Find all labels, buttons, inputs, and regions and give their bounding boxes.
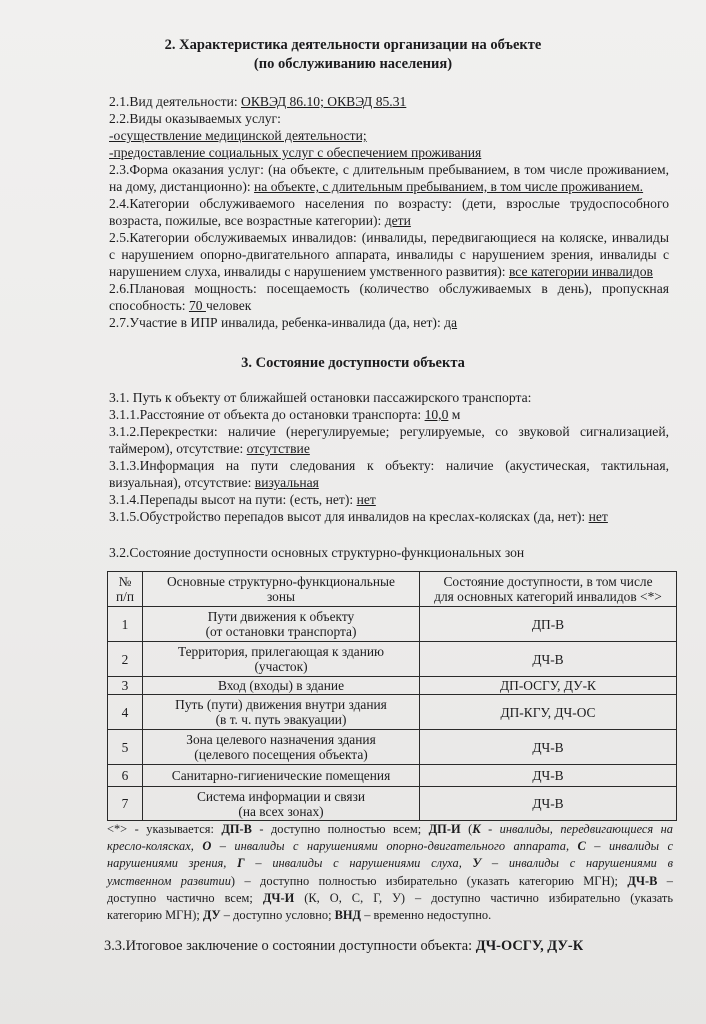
table-header-row	[108, 572, 677, 607]
row-number: 4	[108, 695, 143, 730]
item-3-1-1: 3.1.1.Расстояние от объекта до остановки транспорта: 10,0 м	[109, 407, 461, 422]
conclusion-value: ДЧ-ОСГУ, ДУ-К	[475, 938, 584, 954]
service-item-2: -предоставление социальных услуг с обеспечением проживания	[109, 145, 482, 160]
item-3-1-5: 3.1.5.Обустройство перепадов высот для инвалидов на креслах-колясках (да, нет): нет	[109, 509, 608, 524]
age-category-value: дети	[384, 213, 411, 228]
row-state: ДЧ-В	[420, 642, 677, 677]
accessibility-zones-table	[107, 571, 677, 821]
footnote-line: доступно частично всем; ДЧ-И (К, О, С, Г, У) – доступно частично избирательно (указать	[107, 890, 674, 905]
footnote-line: кресло-колясках, О – инвалиды с нарушениями опорно-двигательного аппарата, С – инвалиды с	[107, 839, 674, 854]
disability-category-value: все категории инвалидов	[508, 264, 653, 279]
item-3-1-2-line2: таймером), отсутствие: отсутствие	[109, 441, 310, 456]
row-zone: Зона целевого назначения здания (целевого посещения объекта)	[143, 730, 420, 765]
row-number: 7	[108, 787, 143, 821]
item-2-6-line1: 2.6.Плановая мощность: посещаемость (количество обслуживаемых в день), пропускная	[109, 281, 669, 296]
row-number: 1	[108, 607, 143, 642]
footnote	[107, 821, 673, 924]
footnote-line: умственном развитии) – доступно полностью избирательно (указать категорию МГН); ДЧ-В –	[107, 873, 673, 888]
table-row	[108, 787, 677, 821]
item-2-5-line3: нарушением слуха, инвалиды с нарушением умственного развития): все категории инвалидов	[109, 264, 653, 279]
table-row	[108, 607, 677, 642]
item-3-1-3-line2: визуальная), отсутствие: визуальная	[109, 475, 319, 490]
row-state: ДЧ-В	[420, 730, 677, 765]
row-zone: Пути движения к объекту (от остановки транспорта)	[143, 607, 420, 642]
header-state: Состояние доступности, в том числе для основных категорий инвалидов <*>	[420, 572, 677, 607]
row-state: ДЧ-В	[420, 787, 677, 821]
service-form-value: на объекте, с длительным пребыванием, в том числе проживанием.	[254, 179, 644, 194]
table-row	[108, 642, 677, 677]
header-zone: Основные структурно-функциональные зоны	[143, 572, 420, 607]
item-2-5-line1: 2.5.Категории обслуживаемых инвалидов: (инвалиды, передвигающиеся на коляске, инвалиды	[109, 230, 669, 245]
row-zone: Система информации и связи (на всех зонах)	[143, 787, 420, 821]
item-3-1: 3.1. Путь к объекту от ближайшей остановки пассажирского транспорта:	[109, 390, 532, 405]
row-zone: Санитарно-гигиенические помещения	[143, 765, 420, 787]
footnote-line: <*> - указывается: ДП-В - доступно полностью всем; ДП-И (К - инвалиды, передвигающиеся на	[107, 822, 673, 836]
table-row	[108, 695, 677, 730]
row-state: ДП-В	[420, 607, 677, 642]
row-zone: Вход (входы) в здание	[143, 677, 420, 695]
row-zone: Путь (пути) движения внутри здания (в т. ч. путь эвакуации)	[143, 695, 420, 730]
item-3-1-3-line1: 3.1.3.Информация на пути следования к объекту: наличие (акустическая, тактильная,	[109, 458, 669, 473]
row-number: 6	[108, 765, 143, 787]
item-2-5-line2: с нарушением опорно-двигательного аппарата, инвалиды с нарушением зрения, инвалиды с	[109, 247, 669, 262]
table-row	[108, 765, 677, 787]
row-number: 3	[108, 677, 143, 695]
table-row	[108, 730, 677, 765]
height-drops-value: нет	[356, 492, 376, 507]
footnote-line: категорию МГН); ДУ – доступно условно; ВНД – временно недоступно.	[107, 908, 492, 923]
item-2-4-line2: возраста, пожилые, все возрастные категории): дети	[109, 213, 411, 228]
row-zone: Территория, прилегающая к зданию (участок)	[143, 642, 420, 677]
item-3-1-4: 3.1.4.Перепады высот на пути: (есть, нет): нет	[109, 492, 376, 507]
distance-value: 10,0	[424, 407, 449, 422]
service-item-1: -осуществление медицинской деятельности;	[109, 128, 367, 143]
row-state: ДЧ-В	[420, 765, 677, 787]
item-2-3-line2: на дому, дистанционно): на объекте, с длительным пребыванием, в том числе проживанием.	[109, 179, 644, 194]
item-2-3-line1: 2.3.Форма оказания услуг: (на объекте, с длительным пребыванием, в том числе проживанием,	[109, 162, 669, 177]
section3-title: 3. Состояние доступности объекта	[241, 355, 465, 371]
row-state: ДП-КГУ, ДЧ-ОС	[420, 695, 677, 730]
table-row	[108, 677, 677, 695]
section2-subtitle: (по обслуживанию населения)	[253, 56, 453, 72]
item-2-4-line1: 2.4.Категории обслуживаемого населения по возрасту: (дети, взрослые трудоспособного	[109, 196, 669, 211]
item-3-1-2-line1: 3.1.2.Перекрестки: наличие (нерегулируемые; регулируемые, со звуковой сигнализацией,	[109, 424, 669, 439]
route-info-value: визуальная	[254, 475, 319, 490]
row-number: 2	[108, 642, 143, 677]
wheelchair-arrangement-value: нет	[588, 509, 608, 524]
capacity-value: 70	[188, 298, 206, 313]
item-2-1: 2.1.Вид деятельности: ОКВЭД 86.10; ОКВЭД 85.31	[109, 94, 407, 109]
row-number: 5	[108, 730, 143, 765]
header-number: № п/п	[108, 572, 143, 607]
item-3-2: 3.2.Состояние доступности основных структурно-функциональных зон	[109, 545, 525, 560]
row-state: ДП-ОСГУ, ДУ-К	[420, 677, 677, 695]
item-3-3-conclusion: 3.3.Итоговое заключение о состоянии доступности объекта: ДЧ-ОСГУ, ДУ-К	[104, 938, 584, 954]
item-2-7: 2.7.Участие в ИПР инвалида, ребенка-инвалида (да, нет): да	[109, 315, 458, 330]
section2-title: 2. Характеристика деятельности организации на объекте	[164, 37, 542, 53]
crossings-value: отсутствие	[246, 441, 310, 456]
item-2-2: 2.2.Виды оказываемых услуг:	[109, 111, 281, 126]
activity-value: ОКВЭД 86.10; ОКВЭД 85.31	[241, 94, 407, 109]
footnote-line: нарушениями зрения, Г – инвалиды с нарушениями слуха, У – инвалиды с нарушениями в	[107, 856, 673, 871]
item-2-6-line2: способность: 70 человек	[109, 298, 252, 313]
ipr-value: да	[444, 315, 458, 330]
